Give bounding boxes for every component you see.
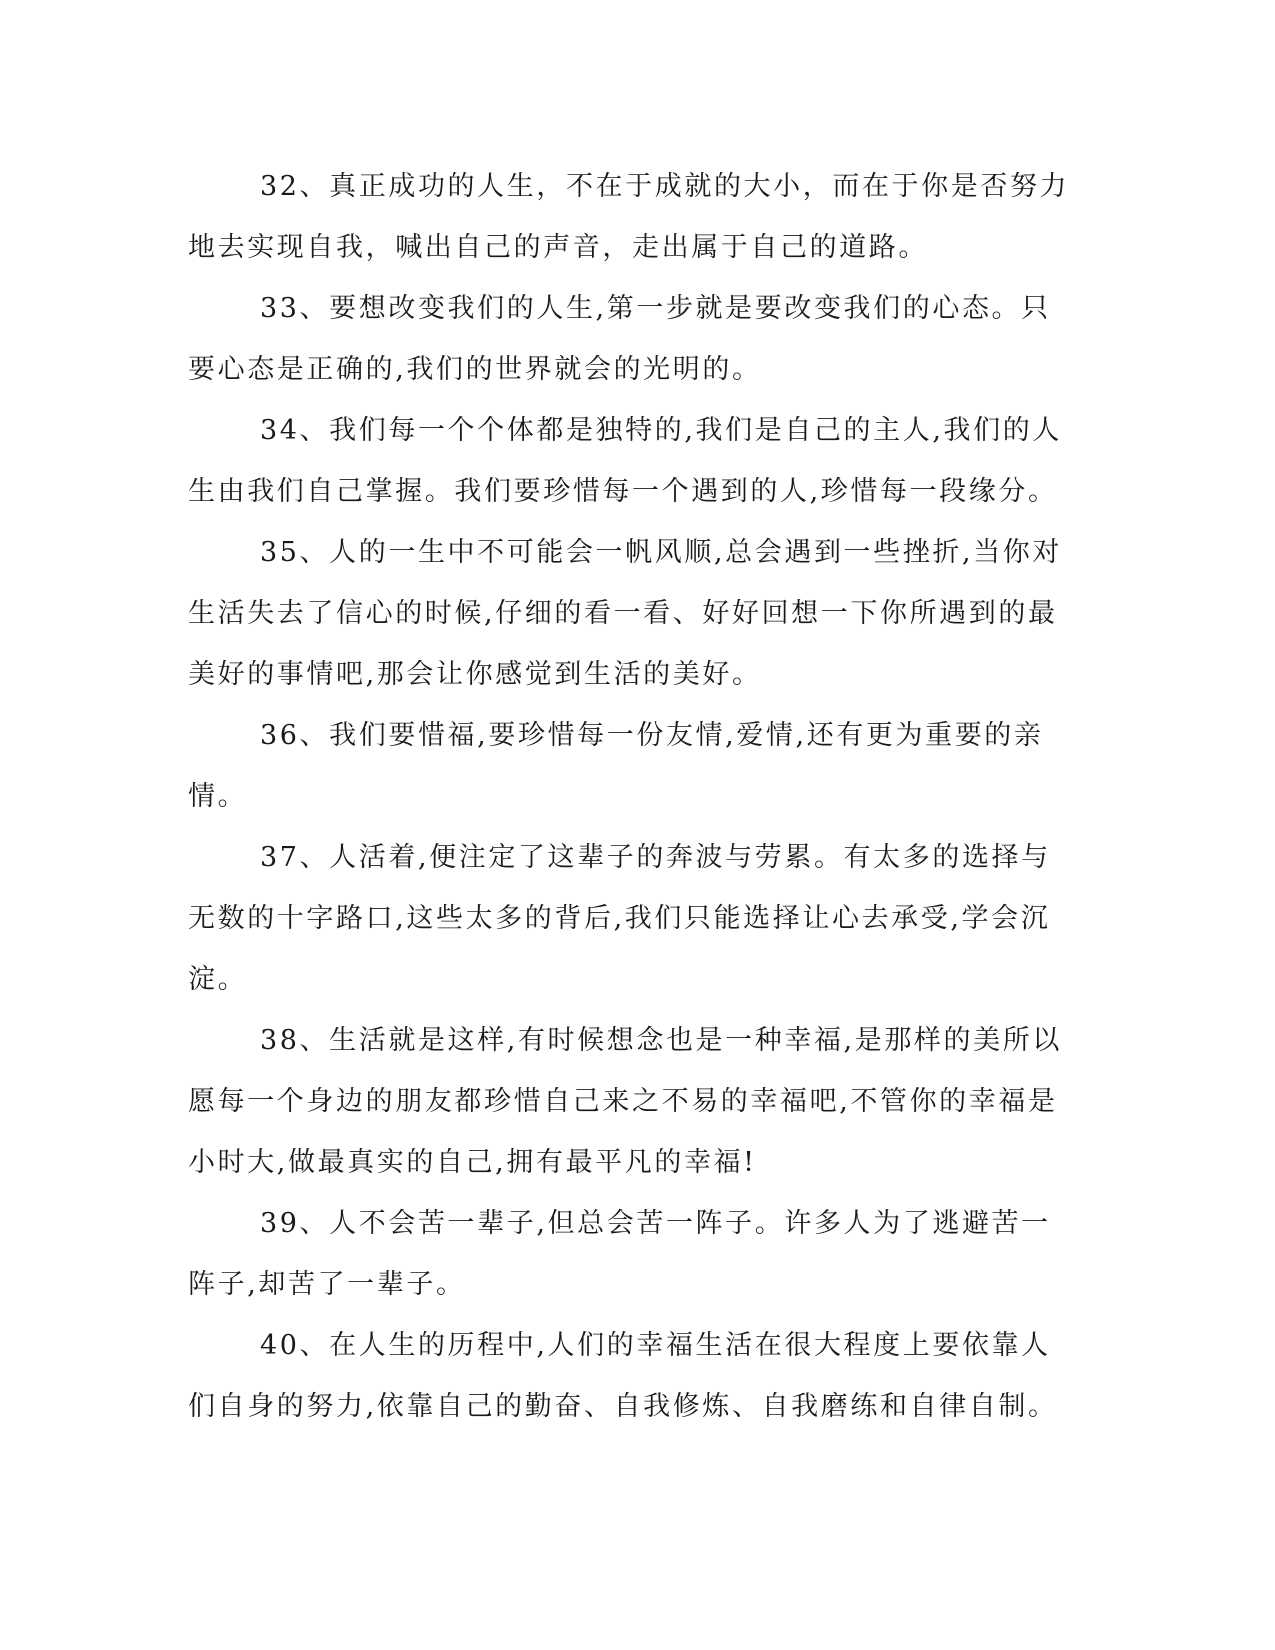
paragraph-35: 35、人的一生中不可能会一帆风顺,总会遇到一些挫折,当你对生活失去了信心的时候,仔细的看一看、好好回想一下你所遇到的最美好的事情吧,那会让你感觉到生活的美好。 [188, 537, 1062, 690]
paragraph-32: 32、真正成功的人生，不在于成就的大小，而在于你是否努力地去实现自我，喊出自己的声音，走出属于自己的道路。 [188, 171, 1070, 263]
paragraph-34: 34、我们每一个个体都是独特的,我们是自己的主人,我们的人生由我们自己掌握。我们要珍惜每一个遇到的人,珍惜每一段缘分。 [188, 415, 1062, 507]
paragraph-33: 33、要想改变我们的人生,第一步就是要改变我们的心态。只要心态是正确的,我们的世界就会的光明的。 [188, 293, 1051, 385]
paragraph-36: 36、我们要惜福,要珍惜每一份友情,爱情,还有更为重要的亲情。 [188, 720, 1044, 812]
paragraph-37: 37、人活着,便注定了这辈子的奔波与劳累。有太多的选择与无数的十字路口,这些太多的背后,我们只能选择让心去承受,学会沉淀。 [188, 842, 1051, 995]
paragraph-40: 40、在人生的历程中,人们的幸福生活在很大程度上要依靠人们自身的努力,依靠自己的勤奋、自我修炼、自我磨练和自律自制。 [188, 1330, 1058, 1422]
document-body [188, 156, 1078, 1437]
paragraph-38: 38、生活就是这样,有时候想念也是一种幸福,是那样的美所以愿每一个身边的朋友都珍惜自己来之不易的幸福吧,不管你的幸福是小时大,做最真实的自己,拥有最平凡的幸福! [188, 1025, 1062, 1178]
paragraph-39: 39、人不会苦一辈子,但总会苦一阵子。许多人为了逃避苦一阵子,却苦了一辈子。 [188, 1208, 1051, 1300]
